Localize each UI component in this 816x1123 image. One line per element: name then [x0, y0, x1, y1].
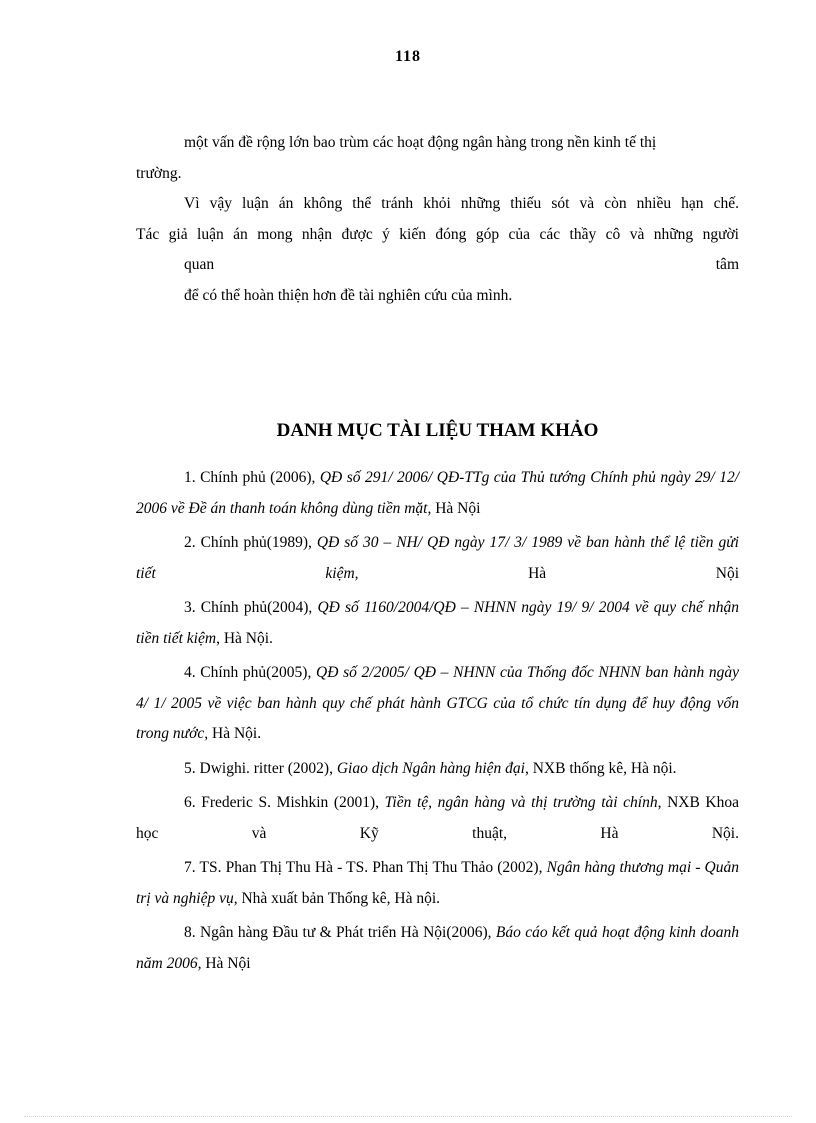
reference-publisher: Hà Nội.: [208, 725, 262, 742]
reference-title: Giao dịch Ngân hàng hiện đại: [336, 759, 525, 777]
reference-title: Ngân hàng thương mại - Quản trị và nghiệp vụ,: [136, 859, 740, 907]
reference-item: [136, 593, 739, 654]
reference-author: 3. Chính phủ(2004),: [184, 599, 318, 616]
reference-title: Tiền tệ, ngân hàng và thị trường tài chính: [384, 794, 658, 811]
intro-line: một vấn đề rộng lớn bao trùm các hoạt động ngân hàng trong nền kinh tế thị: [184, 134, 657, 151]
reference-publisher: Hà Nội: [358, 564, 739, 582]
reference-publisher: , Hà Nội.: [216, 629, 273, 647]
intro-line: Vì vậy luận án không thể tránh khỏi những thiếu sót và còn nhiều hạn chế.: [184, 195, 739, 212]
reference-item: [136, 918, 739, 979]
reference-item: [136, 853, 739, 914]
references-heading: DANH MỤC TÀI LIỆU THAM KHẢO: [276, 420, 599, 441]
reference-title: QĐ số 291/ 2006/ QĐ-TTg của Thủ tướng Chính phủ ngày 29/ 12/ 2006 về Đề án thanh toán không dùng tiền mặt,: [136, 469, 739, 517]
reference-author: 7. TS. Phan Thị Thu Hà - TS. Phan Thị Thu Thảo (2002),: [184, 859, 547, 876]
reference-publisher: , NXB thống kê, Hà nội.: [524, 759, 677, 777]
reference-item: [136, 658, 739, 750]
intro-line: quan tâm: [184, 256, 739, 273]
page-bottom-divider: [24, 1116, 792, 1117]
document-body: [136, 128, 739, 983]
reference-publisher: Nhà xuất bản Thống kê, Hà nội.: [237, 889, 441, 907]
reference-title: QĐ số 2/2005/ QĐ – NHNN của Thống đốc NHNN ban hành ngày 4/ 1/ 2005 về việc ban hành quy chế phát hành GTCG của tổ chức tín dụng để huy động vốn trong nước,: [136, 664, 739, 742]
reference-publisher: Hà Nội: [431, 499, 481, 517]
reference-list: [136, 463, 739, 979]
intro-line: để có thể hoàn thiện hơn đề tài nghiên cứu của mình.: [184, 286, 513, 304]
reference-title: Báo cáo kết quả hoạt động kinh doanh năm 2006,: [136, 924, 739, 972]
reference-author: 2. Chính phủ(1989),: [184, 534, 317, 551]
reference-publisher: Hà Nội: [201, 954, 251, 972]
reference-author: 4. Chính phủ(2005),: [184, 664, 317, 681]
reference-author: 5. Dwighi. ritter (2002),: [184, 759, 337, 777]
reference-author: 8. Ngân hàng Đầu tư & Phát triển Hà Nội(2006),: [184, 924, 496, 941]
intro-line: Tác giả luận án mong nhận được ý kiến đóng góp của các thầy cô và những người: [136, 225, 739, 243]
reference-item: [136, 463, 739, 524]
reference-author: 6. Frederic S. Mishkin (2001),: [184, 794, 385, 811]
intro-line: trường.: [136, 164, 182, 182]
reference-publisher: , NXB Khoa học và Kỹ thuật, Hà Nội.: [136, 794, 739, 842]
page-number: 118: [394, 48, 422, 65]
reference-item: [136, 788, 739, 849]
reference-title: QĐ số 30 – NH/ QĐ ngày 17/ 3/ 1989 về ban hành thể lệ tiền gửi tiết kiệm,: [136, 534, 739, 582]
reference-item: [136, 528, 739, 589]
reference-item: [136, 754, 739, 785]
reference-author: 1. Chính phủ (2006),: [184, 469, 320, 486]
reference-title: QĐ số 1160/2004/QĐ – NHNN ngày 19/ 9/ 2004 về quy chế nhận tiền tiết kiệm: [136, 599, 739, 647]
